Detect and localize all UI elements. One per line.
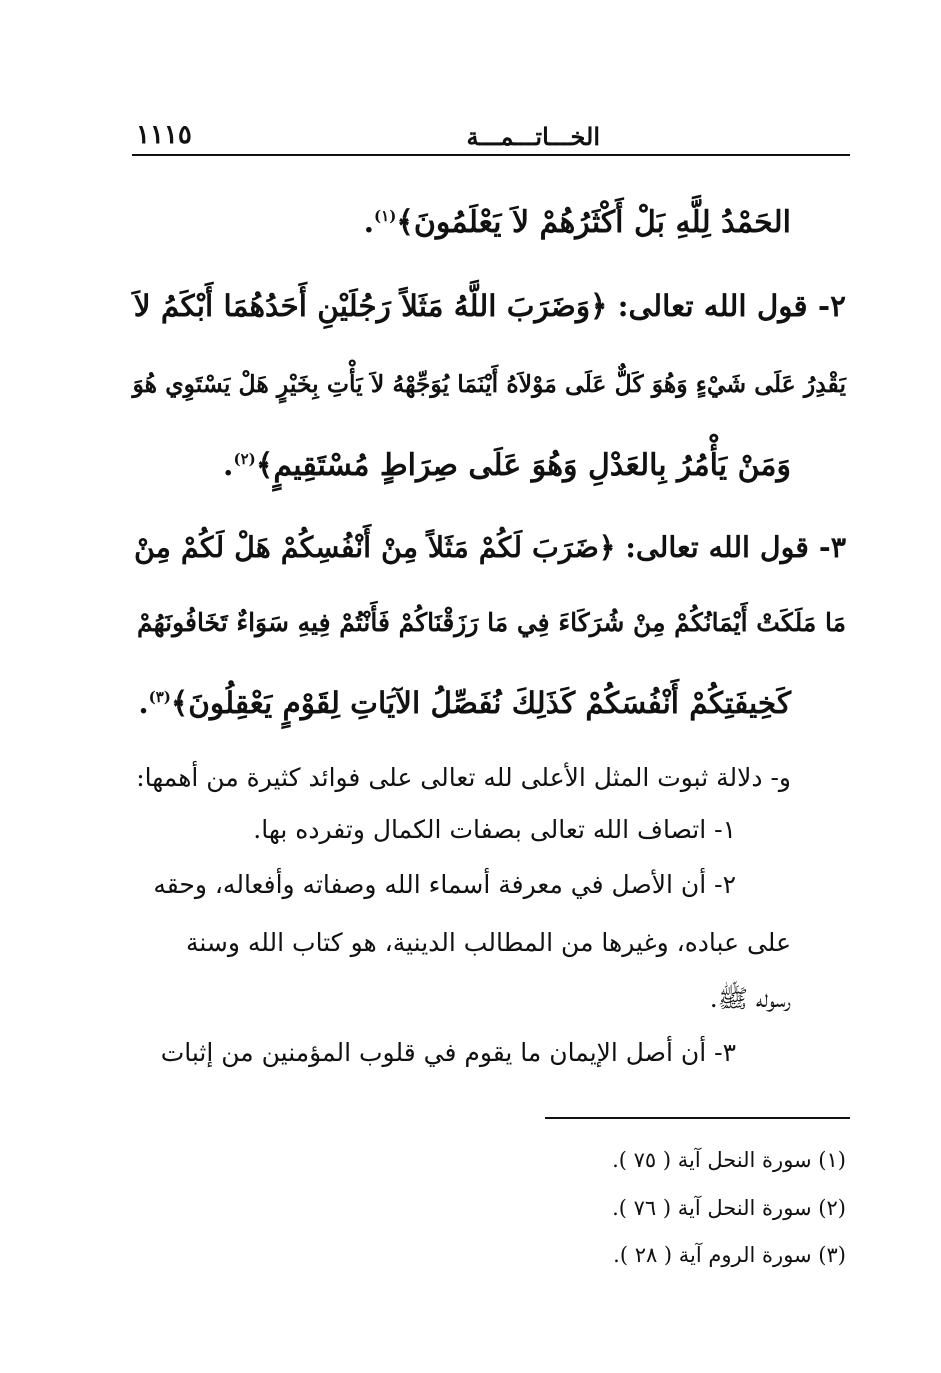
header-rule — [132, 154, 850, 156]
verse-line-4 — [132, 448, 791, 483]
footnote-rule — [545, 1117, 850, 1119]
full-stop: . — [363, 205, 375, 240]
verse-text: ٣- قول الله تعالى: ﴿ضَرَبَ لَكُمْ مَثَلاً مِنْ أَنْفُسِكُمْ هَلْ لَكُمْ مِنْ — [133, 530, 846, 564]
full-stop: . — [138, 685, 149, 720]
full-stop: . — [223, 448, 234, 483]
chapter-title: الخـــاتـــمـــة — [466, 122, 600, 151]
verse-text: وَمَنْ يَأْمُرُ بِالعَدْلِ وَهُوَ عَلَى صِرَاطٍ مُسْتَقِيمٍ﴾ — [255, 448, 791, 483]
footnote-text: (٢) سورة النحل آية ( ٧٦ ). — [612, 1196, 846, 1220]
page-header — [132, 118, 850, 158]
verse-line-1 — [132, 205, 791, 240]
verse-text: ٢- قول الله تعالى: ﴿وَضَرَبَ اللَّهُ مَثَلاً رَجُلَيْنِ أَحَدُهُمَا أَبْكَمُ لاَ — [133, 288, 846, 323]
footnote-text: (٣) سورة الروم آية ( ٢٨ ). — [613, 1243, 846, 1267]
prose-line-2 — [132, 815, 736, 844]
footnote-ref-3: (٣) — [148, 688, 171, 707]
prose-line-3 — [132, 870, 736, 899]
verse-text: الحَمْدُ لِلَّهِ بَلْ أَكْثَرُهُمْ لاَ يَعْلَمُونَ﴾ — [396, 205, 791, 240]
verse-line-2 — [132, 288, 846, 323]
prose-line-1 — [132, 763, 791, 792]
prose-text: ٣- أن أصل الإيمان ما يقوم في قلوب المؤمنين من إثبات — [160, 1038, 736, 1067]
prose-text: و- دلالة ثبوت المثل الأعلى لله تعالى على فوائد كثيرة من أهمها: — [136, 763, 791, 792]
prose-text: ٢- أن الأصل في معرفة أسماء الله وصفاته وأفعاله، وحقه — [153, 870, 736, 899]
footnote-ref-2: (٢) — [233, 450, 256, 468]
prose-text: رسوله ﷺ. — [709, 984, 791, 1013]
verse-line-6 — [132, 608, 846, 637]
prose-line-6 — [132, 1038, 736, 1067]
page-number: ١١١٥ — [136, 120, 192, 150]
verse-text: يَقْدِرُ عَلَى شَيْءٍ وَهُوَ كَلٌّ عَلَى مَوْلاَهُ أَيْنَمَا يُوَجِّهْهُ لاَ يَأْتِ بِخَيْرٍ هَلْ يَسْتَوِي هُوَ — [132, 370, 846, 398]
footnote-2 — [612, 1196, 846, 1220]
prose-line-4 — [132, 928, 791, 957]
verse-text: كَخِيفَتِكُمْ أَنْفُسَكُمْ كَذَلِكَ نُفَصِّلُ الآيَاتِ لِقَوْمٍ يَعْقِلُونَ﴾ — [170, 685, 791, 720]
verse-line-5 — [132, 530, 846, 564]
verse-line-7 — [132, 685, 791, 720]
verse-line-3 — [132, 370, 846, 398]
footnote-3 — [613, 1243, 846, 1267]
verse-text: مَا مَلَكَتْ أَيْمَانُكُمْ مِنْ شُرَكَاءَ فِي مَا رَزَقْنَاكُمْ فَأَنْتُمْ فِيهِ سَوَاءٌ تَخَافُونَهُمْ — [136, 608, 846, 637]
prose-text: على عباده، وغيرها من المطالب الدينية، هو كتاب الله وسنة — [185, 928, 791, 957]
prose-text: ١- اتصاف الله تعالى بصفات الكمال وتفرده بها. — [253, 815, 736, 844]
footnote-ref-1: (١) — [374, 207, 397, 225]
footnote-text: (١) سورة النحل آية ( ٧٥ ). — [612, 1148, 846, 1172]
footnote-1 — [612, 1148, 846, 1172]
prose-line-5 — [132, 983, 791, 1020]
